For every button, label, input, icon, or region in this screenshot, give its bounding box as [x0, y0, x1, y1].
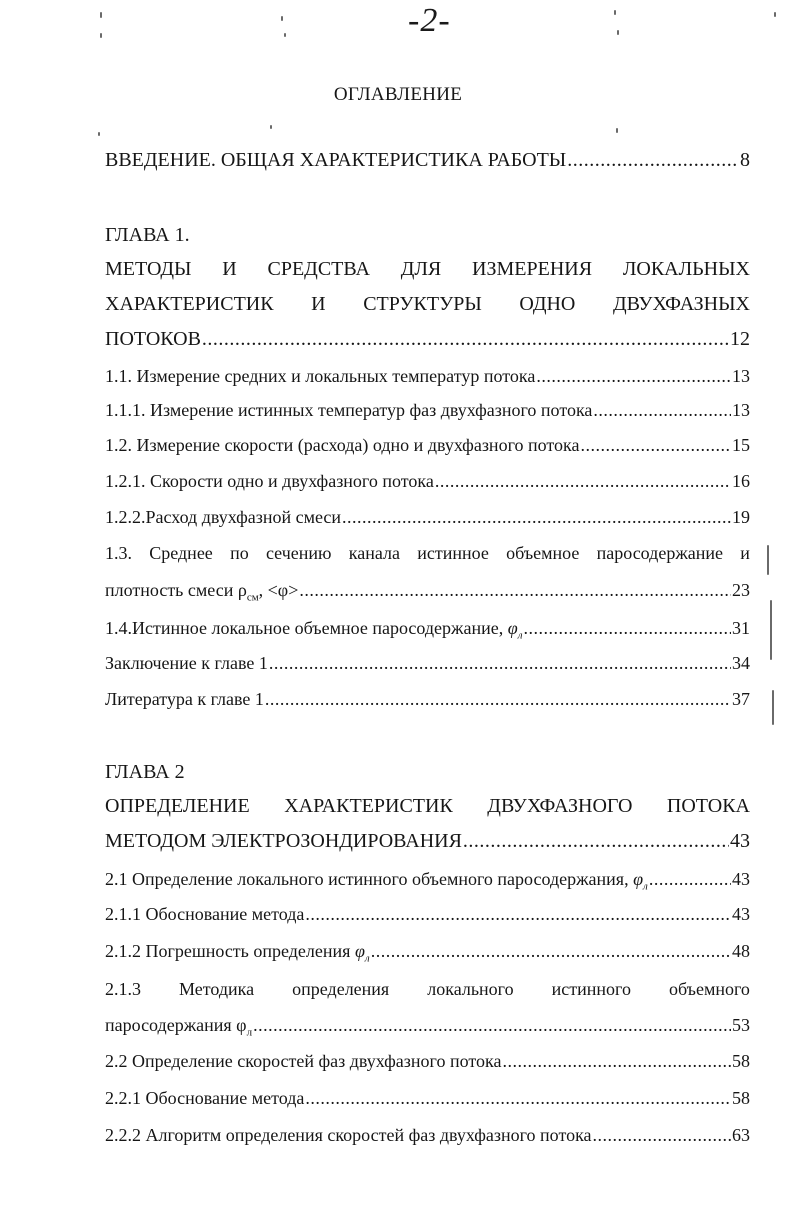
label-subscript: л: [364, 952, 370, 965]
title-word: И: [311, 293, 326, 315]
dot-leader: [269, 653, 731, 674]
toc-entry-label: [105, 869, 648, 893]
entry-word: истинного: [551, 979, 631, 999]
title-word: ДЛЯ: [400, 258, 442, 280]
toc-entry-page: 8: [740, 149, 750, 171]
toc-entry-page: 13: [732, 366, 750, 386]
entry-word: канала: [348, 543, 400, 563]
toc-entry-page: 43: [732, 904, 750, 924]
entry-word: объемного: [668, 979, 750, 999]
toc-entry-page: 43: [732, 869, 750, 889]
title-word: ДВУХФАЗНОГО: [487, 795, 633, 817]
title-word: И: [222, 258, 237, 280]
scan-edge-mark: [770, 600, 772, 660]
toc-entry-page: 43: [730, 830, 750, 852]
dot-leader: [253, 1015, 731, 1036]
toc-entry-2-1: [105, 869, 750, 893]
dot-leader: [265, 689, 731, 710]
toc-entry-intro: [105, 149, 750, 172]
toc-entry-conclusion-1: [105, 653, 750, 674]
scan-speck: [100, 33, 102, 38]
toc-entry-1-2-2: [105, 507, 750, 528]
chapter-1-title-line-1: [105, 258, 750, 281]
dot-leader: [593, 1125, 731, 1146]
chapter-2-title-line-2: [105, 830, 750, 853]
toc-entry-1-2: [105, 435, 750, 456]
label-text: 1.4.Истинное локальное объемное паросодержание,: [105, 618, 508, 638]
label-subscript: см: [246, 591, 259, 604]
toc-entry-2-2-2: [105, 1125, 750, 1146]
entry-word: паросодержание: [596, 543, 723, 563]
label-subscript: л: [246, 1026, 253, 1039]
toc-entry-2-2-1: [105, 1088, 750, 1109]
toc-entry-1-1-1: [105, 400, 750, 421]
toc-entry-label: 1.2. Измерение скорости (расхода) одно и двухфазного потока: [105, 435, 580, 455]
dot-leader: [523, 618, 731, 639]
toc-entry-page: 16: [732, 471, 750, 491]
dot-leader: [305, 1088, 731, 1109]
label-text: , <φ>: [258, 580, 299, 600]
dot-leader: [435, 471, 731, 492]
dot-leader: [536, 366, 731, 387]
toc-entry-1-2-1: [105, 471, 750, 492]
entry-word: Среднее: [149, 543, 213, 563]
dot-leader: [371, 941, 731, 962]
chapter-1-heading: ГЛАВА 1.: [105, 224, 190, 246]
scan-speck: [616, 128, 618, 133]
toc-entry-2-1-3-line-1: [105, 979, 750, 1000]
title-word: ИЗМЕРЕНИЯ: [472, 258, 593, 280]
phi-symbol: φ: [354, 941, 365, 961]
title-word: ОДНО: [519, 293, 576, 315]
title-word: ДВУХФАЗНЫХ: [612, 293, 750, 315]
dot-leader: [202, 328, 729, 351]
toc-entry-page: 23: [732, 580, 750, 600]
dot-leader: [342, 507, 731, 528]
title-word: ОПРЕДЕЛЕНИЕ: [105, 795, 250, 817]
entry-word: 2.1.3: [105, 979, 141, 999]
scan-speck: [614, 10, 616, 15]
toc-entry-label: [105, 1015, 252, 1039]
entry-word: объемное: [506, 543, 580, 563]
label-subscript: л: [517, 629, 523, 642]
toc-entry-1-4: [105, 618, 750, 642]
label-text: 2.1.2 Погрешность определения: [105, 941, 355, 961]
toc-entry-label: ВВЕДЕНИЕ. ОБЩАЯ ХАРАКТЕРИСТИКА РАБОТЫ: [105, 149, 567, 171]
toc-entry-page: 13: [732, 400, 750, 420]
entry-word: Методика: [179, 979, 255, 999]
scan-speck: [281, 16, 283, 21]
toc-entry-page: 34: [732, 653, 750, 673]
toc-entry-page: 53: [732, 1015, 750, 1035]
entry-word: локального: [427, 979, 514, 999]
toc-entry-page: 37: [732, 689, 750, 709]
toc-entry-page: 48: [732, 941, 750, 961]
label-text: плотность смеси ρ: [105, 580, 247, 600]
dot-leader: [581, 435, 732, 456]
label-subscript: л: [643, 880, 648, 893]
scan-speck: [617, 30, 619, 35]
toc-entry-2-1-2: [105, 941, 750, 965]
toc-entry-label: 1.1.1. Измерение истинных температур фаз двухфазного потока: [105, 400, 593, 420]
page-number: -2-: [408, 2, 451, 39]
toc-entry-2-1-3-line-2: [105, 1015, 750, 1039]
scan-speck: [270, 125, 272, 129]
toc-entry-1-3-line-2: [105, 580, 750, 604]
label-text: паросодержания φ: [105, 1015, 247, 1035]
dot-leader: [567, 149, 739, 172]
toc-entry-label: 2.2 Определение скоростей фаз двухфазного потока: [105, 1051, 502, 1071]
entry-word: 1.3.: [105, 543, 132, 563]
toc-entry-page: 58: [732, 1088, 750, 1108]
toc-entry-1-3-line-1: [105, 543, 750, 564]
dot-leader: [502, 1051, 731, 1072]
toc-title: ОГЛАВЛЕНИЕ: [333, 84, 463, 105]
toc-entry-page: 12: [730, 328, 750, 350]
toc-entry-label: 1.2.2.Расход двухфазной смеси: [105, 507, 342, 527]
scan-edge-mark: [767, 545, 769, 575]
toc-entry-literature-1: [105, 689, 750, 710]
title-word: ПОТОКА: [666, 795, 750, 817]
phi-symbol: φ: [633, 869, 644, 889]
dot-leader: [299, 580, 731, 601]
scan-speck: [100, 12, 102, 18]
entry-word: и: [740, 543, 750, 563]
title-word: ХАРАКТЕРИСТИК: [284, 795, 453, 817]
title-word: СТРУКТУРЫ: [363, 293, 482, 315]
dot-leader: [593, 400, 731, 421]
toc-entry-label: 1.1. Измерение средних и локальных температур потока: [105, 366, 536, 386]
toc-entry-page: 63: [732, 1125, 750, 1145]
toc-entry-2-2: [105, 1051, 750, 1072]
scan-speck: [98, 132, 100, 136]
entry-word: сечению: [265, 543, 332, 563]
title-word: ХАРАКТЕРИСТИК: [105, 293, 274, 315]
phi-symbol: φ: [507, 618, 518, 638]
title-word: ЛОКАЛЬНЫХ: [622, 258, 750, 280]
toc-entry-2-1-1: [105, 904, 750, 925]
dot-leader: [463, 830, 729, 853]
toc-entry-page: 58: [732, 1051, 750, 1071]
toc-entry-label: ПОТОКОВ: [105, 328, 201, 350]
chapter-2-heading: ГЛАВА 2: [105, 761, 185, 783]
title-word: СРЕДСТВА: [267, 258, 370, 280]
toc-entry-page: 15: [732, 435, 750, 455]
scan-edge-mark: [772, 690, 774, 725]
toc-entry-label: Литература к главе 1: [105, 689, 264, 709]
entry-word: определения: [292, 979, 390, 999]
label-text: 2.1 Определение локального истинного объемного паросодержания,: [105, 869, 634, 889]
toc-entry-label: [105, 941, 370, 965]
toc-entry-label: 2.2.2 Алгоритм определения скоростей фаз двухфазного потока: [105, 1125, 592, 1145]
toc-entry-page: 31: [732, 618, 750, 638]
chapter-1-title-line-2: [105, 293, 750, 316]
toc-entry-label: 1.2.1. Скорости одно и двухфазного потока: [105, 471, 434, 491]
toc-entry-label: [105, 580, 298, 604]
title-word: МЕТОДЫ: [105, 258, 192, 280]
dot-leader: [649, 869, 731, 890]
scan-speck: [284, 33, 286, 37]
toc-entry-label: Заключение к главе 1: [105, 653, 268, 673]
chapter-1-title-line-3: [105, 328, 750, 351]
scan-speck: [774, 12, 776, 17]
toc-entry-1-1: [105, 366, 750, 387]
toc-entry-label: 2.1.1 Обоснование метода: [105, 904, 305, 924]
chapter-2-title-line-1: [105, 795, 750, 818]
dot-leader: [305, 904, 731, 925]
entry-word: по: [230, 543, 249, 563]
toc-entry-label: 2.2.1 Обоснование метода: [105, 1088, 305, 1108]
toc-entry-label: [105, 618, 522, 642]
entry-word: истинное: [417, 543, 489, 563]
toc-entry-page: 19: [732, 507, 750, 527]
toc-entry-label: МЕТОДОМ ЭЛЕКТРОЗОНДИРОВАНИЯ: [105, 830, 462, 852]
